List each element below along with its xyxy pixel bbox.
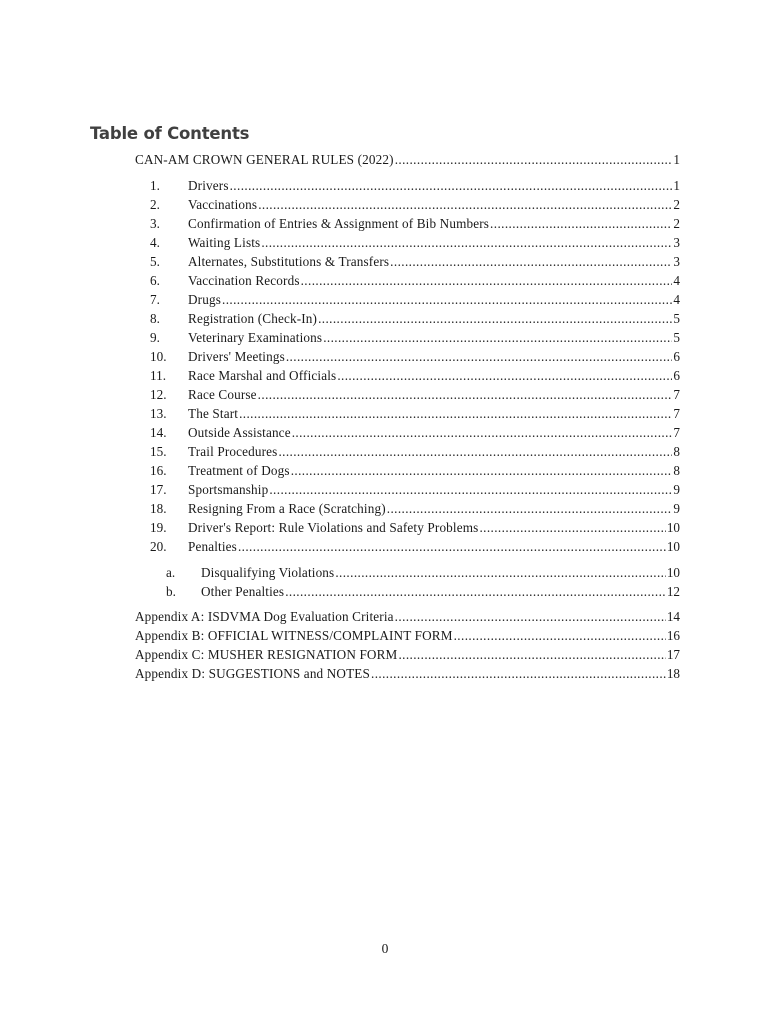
toc-entry-page: 12 xyxy=(666,584,680,599)
toc-entry[interactable] xyxy=(150,480,680,499)
toc-leader-dots xyxy=(390,252,672,271)
toc-entry-page: 1 xyxy=(673,178,680,193)
toc-entry-number: 16. xyxy=(150,463,167,478)
toc-entry-label: Registration (Check-In) xyxy=(188,311,318,326)
toc-leader-dots xyxy=(222,290,672,309)
toc-entry[interactable] xyxy=(150,385,680,404)
toc-entry-number: 7. xyxy=(150,292,160,307)
toc-entry-number: 5. xyxy=(150,254,160,269)
toc-entry-page: 8 xyxy=(673,444,680,459)
toc-entry-label: Drivers xyxy=(188,178,229,193)
toc-leader-dots xyxy=(337,366,672,385)
toc-entry-label: Penalties xyxy=(188,539,237,554)
toc-leader-dots xyxy=(258,195,672,214)
toc-entry-page: 5 xyxy=(673,311,680,326)
toc-leader-dots xyxy=(269,480,672,499)
toc-entry-number: 13. xyxy=(150,406,167,421)
toc-leader-dots xyxy=(395,607,666,626)
toc-entry-page: 10 xyxy=(666,565,680,580)
toc-entry[interactable] xyxy=(150,309,680,328)
toc-entry-page: 10 xyxy=(666,520,680,535)
toc-leader-dots xyxy=(371,664,666,683)
toc-entry[interactable] xyxy=(150,404,680,423)
toc-entry-page: 9 xyxy=(673,482,680,497)
toc-entry-label: Trail Procedures xyxy=(188,444,278,459)
toc-leader-dots xyxy=(301,271,673,290)
toc-entry-label: Disqualifying Violations xyxy=(201,565,335,580)
toc-entry-page: 7 xyxy=(673,425,680,440)
toc-entry-number: b. xyxy=(166,584,176,599)
toc-entry[interactable] xyxy=(150,195,680,214)
toc-leader-dots xyxy=(318,309,672,328)
toc-entry-page: 3 xyxy=(673,235,680,250)
toc-entry-label: Sportsmanship xyxy=(188,482,269,497)
toc-entry-page: 18 xyxy=(666,666,680,681)
toc-leader-dots xyxy=(258,385,673,404)
toc-entry-number: 10. xyxy=(150,349,167,364)
toc-leader-dots xyxy=(479,518,665,537)
toc-entry-label: Outside Assistance xyxy=(188,425,291,440)
toc-entry-number: a. xyxy=(166,565,176,580)
toc-entry[interactable] xyxy=(150,461,680,480)
toc-leader-dots xyxy=(454,626,666,645)
toc-entry-main[interactable] xyxy=(135,150,680,169)
toc-entry[interactable] xyxy=(150,518,680,537)
toc-leader-dots xyxy=(323,328,672,347)
toc-entry-number: 6. xyxy=(150,273,160,288)
toc-entry-number: 4. xyxy=(150,235,160,250)
toc-entry[interactable] xyxy=(150,290,680,309)
toc-leader-dots xyxy=(395,150,673,169)
toc-entry-label: Vaccination Records xyxy=(188,273,300,288)
toc-entry-page: 9 xyxy=(673,501,680,516)
toc-entry-number: 18. xyxy=(150,501,167,516)
toc-entry[interactable] xyxy=(150,252,680,271)
toc-entry[interactable] xyxy=(150,233,680,252)
toc-entry[interactable] xyxy=(150,214,680,233)
toc-entry-label: Appendix C: MUSHER RESIGNATION FORM xyxy=(135,647,398,662)
page-number: 0 xyxy=(381,941,389,956)
toc-entry-page: 17 xyxy=(666,647,680,662)
toc-appendix-entry[interactable] xyxy=(135,664,680,683)
toc-entry[interactable] xyxy=(150,537,680,556)
toc-title: Table of Contents xyxy=(90,124,250,143)
toc-entry-label: Other Penalties xyxy=(201,584,285,599)
toc-entry-label: Appendix D: SUGGESTIONS and NOTES xyxy=(135,666,370,681)
toc-entry-page: 14 xyxy=(666,609,680,624)
toc-entry[interactable] xyxy=(150,442,680,461)
toc-entry-label: Veterinary Examinations xyxy=(188,330,323,345)
toc-entry-page: 3 xyxy=(673,254,680,269)
toc-entry-number: 1. xyxy=(150,178,160,193)
toc-entry-label: Appendix B: OFFICIAL WITNESS/COMPLAINT FORM xyxy=(135,628,453,643)
toc-entry-label: Treatment of Dogs xyxy=(188,463,290,478)
toc-leader-dots xyxy=(239,404,672,423)
toc-entry-page: 7 xyxy=(673,406,680,421)
toc-leader-dots xyxy=(285,582,666,601)
toc-entry-label: Race Marshal and Officials xyxy=(188,368,337,383)
toc-entry-label: CAN-AM CROWN GENERAL RULES (2022) xyxy=(135,152,394,167)
toc-leader-dots xyxy=(292,423,673,442)
toc-entry-number: 3. xyxy=(150,216,160,231)
toc-entry[interactable] xyxy=(150,271,680,290)
toc-subentry[interactable] xyxy=(166,582,680,601)
toc-entry-page: 2 xyxy=(673,197,680,212)
toc-entry[interactable] xyxy=(150,423,680,442)
toc-entry[interactable] xyxy=(150,328,680,347)
toc-appendix-entry[interactable] xyxy=(135,645,680,664)
toc-entry-number: 17. xyxy=(150,482,167,497)
toc-entry-label: Appendix A: ISDVMA Dog Evaluation Criteria xyxy=(135,609,394,624)
toc-entry-page: 2 xyxy=(673,216,680,231)
toc-leader-dots xyxy=(261,233,672,252)
toc-entry-label: The Start xyxy=(188,406,239,421)
toc-entry-page: 4 xyxy=(673,273,680,288)
toc-entry-page: 7 xyxy=(673,387,680,402)
toc-entry-page: 8 xyxy=(673,463,680,478)
toc-entry-number: 9. xyxy=(150,330,160,345)
toc-entry-label: Alternates, Substitutions & Transfers xyxy=(188,254,390,269)
toc-entry-label: Driver's Report: Rule Violations and Safety Problems xyxy=(188,520,479,535)
toc-entry-page: 6 xyxy=(673,368,680,383)
toc-entry-label: Confirmation of Entries & Assignment of Bib Numbers xyxy=(188,216,490,231)
toc-entry-number: 15. xyxy=(150,444,167,459)
toc-subentry[interactable] xyxy=(166,563,680,582)
toc-appendix-entry[interactable] xyxy=(135,626,680,645)
toc-entry-page: 16 xyxy=(666,628,680,643)
toc-leader-dots xyxy=(387,499,673,518)
toc-appendix-entry[interactable] xyxy=(135,607,680,626)
toc-entry-number: 12. xyxy=(150,387,167,402)
toc-entry-number: 2. xyxy=(150,197,160,212)
toc-entry-number: 8. xyxy=(150,311,160,326)
toc-entry-number: 11. xyxy=(150,368,166,383)
toc-entry-label: Drivers' Meetings xyxy=(188,349,285,364)
toc-leader-dots xyxy=(230,176,673,195)
toc-entry-page: 5 xyxy=(673,330,680,345)
toc-leader-dots xyxy=(278,442,672,461)
toc-entry-label: Resigning From a Race (Scratching) xyxy=(188,501,386,516)
toc-entry-page: 6 xyxy=(673,349,680,364)
toc-entry[interactable] xyxy=(150,499,680,518)
toc-leader-dots xyxy=(238,537,666,556)
toc-entry-label: Drugs xyxy=(188,292,221,307)
toc-entry[interactable] xyxy=(150,347,680,366)
toc-entry-label: Race Course xyxy=(188,387,257,402)
toc-leader-dots xyxy=(335,563,665,582)
toc-entry-number: 19. xyxy=(150,520,167,535)
toc-leader-dots xyxy=(490,214,672,233)
toc-entry[interactable] xyxy=(150,176,680,195)
toc-entry-label: Waiting Lists xyxy=(188,235,261,250)
toc-entry-number: 14. xyxy=(150,425,167,440)
toc-entry-page: 1 xyxy=(673,152,680,167)
toc-entry-number: 20. xyxy=(150,539,167,554)
toc-entry-label: Vaccinations xyxy=(188,197,258,212)
toc-entry[interactable] xyxy=(150,366,680,385)
toc-entry-page: 10 xyxy=(666,539,680,554)
toc-leader-dots xyxy=(398,645,665,664)
toc-entry-page: 4 xyxy=(673,292,680,307)
toc-leader-dots xyxy=(291,461,673,480)
toc-leader-dots xyxy=(286,347,673,366)
